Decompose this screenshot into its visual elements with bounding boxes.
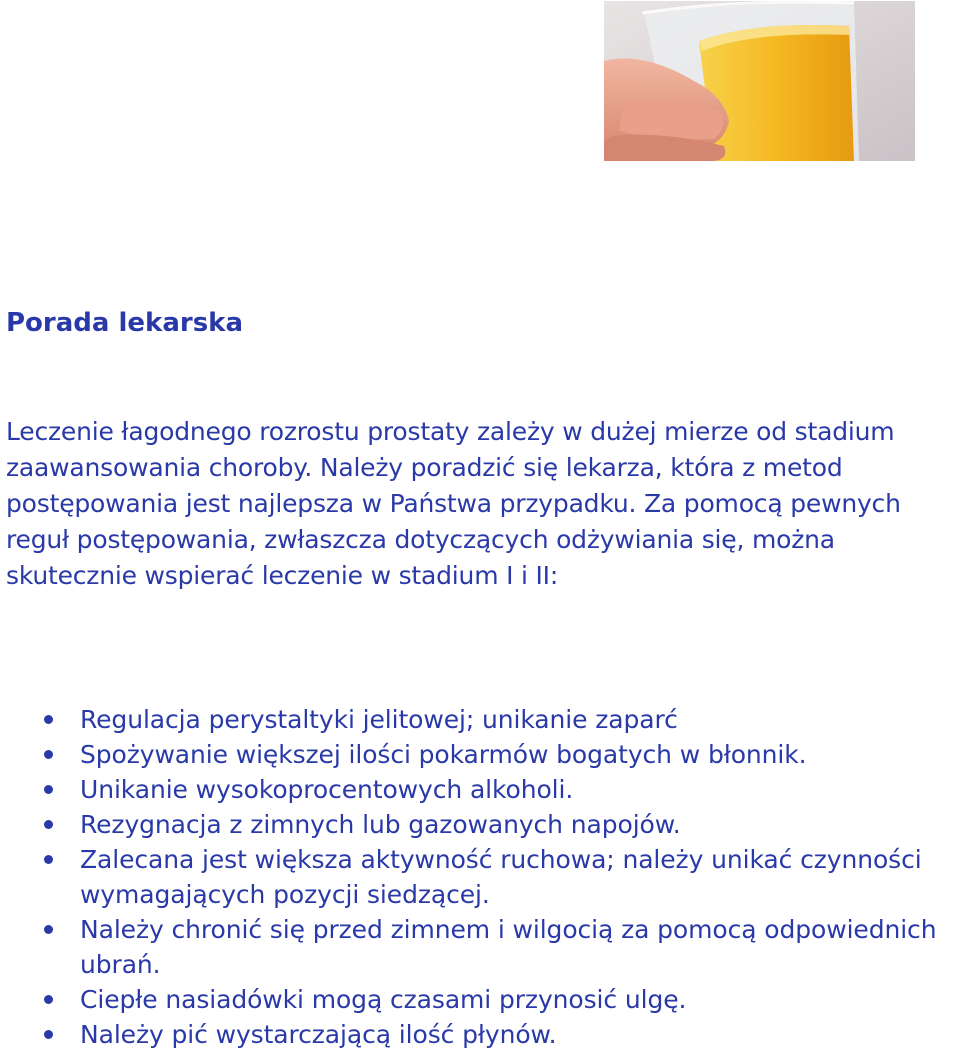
list-item [0, 982, 960, 1017]
page-title: Porada lekarska [6, 308, 244, 338]
list-item [0, 807, 960, 842]
list-item [0, 842, 960, 912]
list-item-text: Ciepłe nasiadówki mogą czasami przynosić ulgę. [80, 985, 687, 1014]
list-item-text: Rezygnacja z zimnych lub gazowanych napojów. [80, 810, 681, 839]
bullet-icon [44, 925, 53, 934]
bullet-icon [44, 785, 53, 794]
list-item [0, 1017, 960, 1052]
list-item [0, 912, 960, 982]
list-item-text: Unikanie wysokoprocentowych alkoholi. [80, 775, 574, 804]
bullet-icon [44, 715, 53, 724]
list-item [0, 737, 960, 772]
list-item [0, 702, 960, 737]
bullet-icon [44, 750, 53, 759]
list-item-text: Regulacja perystaltyki jelitowej; unikanie zaparć [80, 705, 678, 734]
intro-paragraph: Leczenie łagodnego rozrostu prostaty zależy w dużej mierze od stadium zaawansowania choroby. Należy poradzić się lekarza, która z metod postępowania jest najlepsza w Państwa przypadku. Za pomocą pewnych reguł postępowania, zwłaszcza dotyczących odżywiania się, można skutecznie wspierać leczenie w stadium I i II: [6, 417, 901, 590]
list-item [0, 772, 960, 807]
bullet-icon [44, 855, 53, 864]
list-item-text: Spożywanie większej ilości pokarmów bogatych w błonnik. [80, 740, 807, 769]
bullet-icon [44, 820, 53, 829]
orange-juice-photo [604, 1, 915, 161]
bullet-icon [44, 995, 53, 1004]
list-item-text: Należy chronić się przed zimnem i wilgocią za pomocą odpowiednich ubrań. [80, 915, 937, 979]
bullet-icon [44, 1030, 53, 1039]
tips-list [0, 702, 960, 1052]
list-item-text: Należy pić wystarczającą ilość płynów. [80, 1020, 557, 1049]
list-item-text: Zalecana jest większa aktywność ruchowa; należy unikać czynności wymagających pozycji siedzącej. [80, 845, 922, 909]
